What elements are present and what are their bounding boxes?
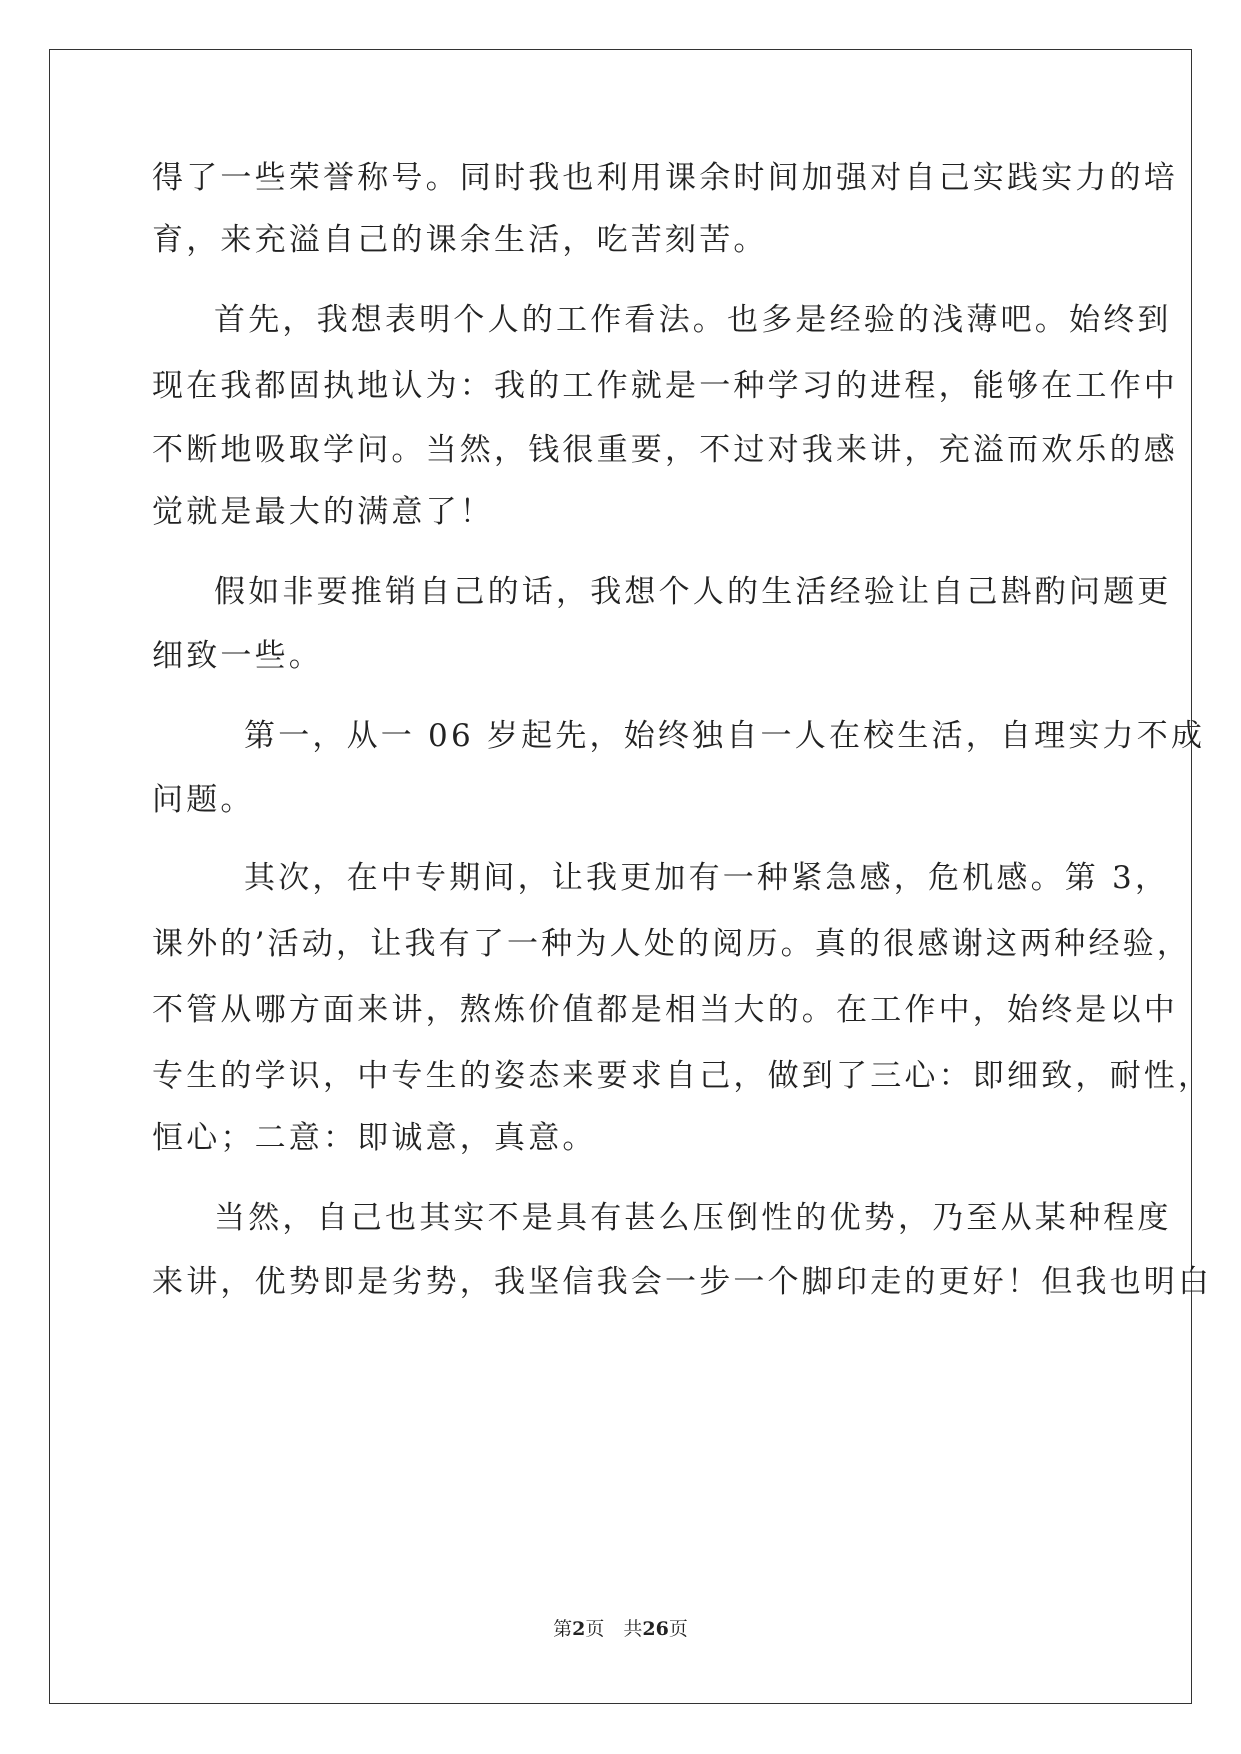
page-mid: 页 共 — [585, 1618, 643, 1640]
text-line: 专生的学识，中专生的姿态来要求自己，做到了三心：即细致，耐性， — [152, 1058, 1213, 1094]
page-total: 26 — [642, 1618, 669, 1640]
text-line: 来讲，优势即是劣势，我坚信我会一步一个脚印走的更好！但我也明白 — [152, 1264, 1213, 1300]
page-current: 2 — [572, 1618, 586, 1640]
text-line: 第一，从一 06 岁起先，始终独自一人在校生活，自理实力不成 — [244, 718, 1206, 754]
text-line: 觉就是最大的满意了！ — [152, 494, 494, 530]
text-line: 假如非要推销自己的话，我想个人的生活经验让自己斟酌问题更 — [214, 574, 1172, 610]
page-prefix: 第 — [553, 1618, 573, 1640]
text-line: 当然，自己也其实不是具有甚么压倒性的优势，乃至从某种程度 — [214, 1200, 1172, 1236]
text-line: 细致一些。 — [152, 638, 323, 674]
page-footer — [0, 1617, 1241, 1641]
text-line: 现在我都固执地认为：我的工作就是一种学习的进程，能够在工作中 — [152, 368, 1178, 404]
text-line: 恒心；二意：即诚意，真意。 — [152, 1120, 597, 1156]
text-line: 其次，在中专期间，让我更加有一种紧急感，危机感。第 3， — [244, 860, 1170, 896]
text-line: 课外的’活动，让我有了一种为人处的阅历。真的很感谢这两种经验， — [152, 926, 1192, 962]
text-line: 育，来充溢自己的课余生活，吃苦刻苦。 — [152, 222, 768, 258]
text-line: 首先，我想表明个人的工作看法。也多是经验的浅薄吧。始终到 — [214, 302, 1172, 338]
text-line: 不断地吸取学问。当然，钱很重要，不过对我来讲，充溢而欢乐的感 — [152, 432, 1178, 468]
text-line: 问题。 — [152, 782, 255, 818]
text-line: 不管从哪方面来讲，熬炼价值都是相当大的。在工作中，始终是以中 — [152, 992, 1178, 1028]
page-suffix: 页 — [668, 1618, 688, 1640]
text-line: 得了一些荣誉称号。同时我也利用课余时间加强对自己实践实力的培 — [152, 160, 1178, 196]
